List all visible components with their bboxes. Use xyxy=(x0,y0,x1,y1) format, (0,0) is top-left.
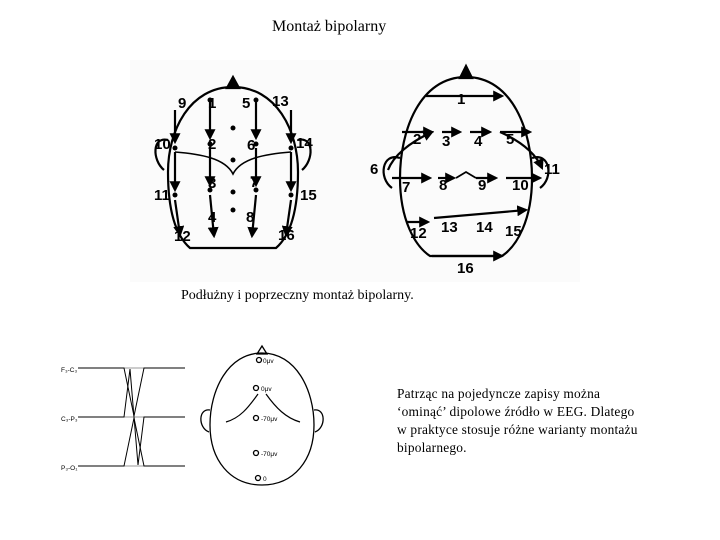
long-label-9: 9 xyxy=(178,95,187,112)
long-label-5: 5 xyxy=(242,95,251,112)
potential-label-1: 0μv xyxy=(263,358,274,365)
explanation-text xyxy=(397,385,687,457)
long-label-8: 8 xyxy=(246,209,255,226)
long-label-13: 13 xyxy=(272,93,289,110)
long-label-14: 14 xyxy=(296,135,313,152)
potential-label-5: 0 xyxy=(263,476,267,483)
trans-label-9: 9 xyxy=(478,177,487,194)
trans-label-8: 8 xyxy=(439,177,448,194)
explanation-line-3: w praktyce stosuje różne warianty montażu xyxy=(397,422,638,437)
long-label-2: 2 xyxy=(208,136,217,153)
trans-label-13: 13 xyxy=(441,219,458,236)
trans-label-15: 15 xyxy=(505,223,522,240)
long-label-15: 15 xyxy=(300,187,317,204)
trans-label-4: 4 xyxy=(474,133,483,150)
trans-label-16: 16 xyxy=(457,260,474,277)
trace-label-1: F₃-C₃ xyxy=(61,367,78,374)
right-ear-3 xyxy=(314,410,323,432)
trans-label-12: 12 xyxy=(410,225,427,242)
long-label-7: 7 xyxy=(250,174,259,191)
explanation-line-4: bipolarnego. xyxy=(397,440,467,455)
left-ear-3 xyxy=(201,410,210,432)
explanation-line-1: Patrząc na pojedyncze zapisy można xyxy=(397,386,601,401)
long-label-1: 1 xyxy=(208,95,217,112)
trans-label-3: 3 xyxy=(442,133,451,150)
slide-title: Montaż bipolarny xyxy=(272,18,387,35)
potential-label-4: -70μv xyxy=(261,451,278,458)
long-label-12: 12 xyxy=(174,228,191,245)
trace-labels xyxy=(61,367,78,472)
potential-label-2: 0μv xyxy=(261,386,272,393)
potential-labels xyxy=(261,358,278,483)
trans-label-11: 11 xyxy=(544,161,560,178)
trans-label-2: 2 xyxy=(413,131,422,148)
dipole-figure xyxy=(50,330,360,490)
trans-label-1: 1 xyxy=(457,91,466,108)
eeg-traces xyxy=(78,368,185,466)
explanation-line-2: ‘ominąć’ dipolowe źródło w EEG. Dlatego xyxy=(397,404,635,419)
trace-label-2: C₃-P₃ xyxy=(61,416,78,423)
long-label-16: 16 xyxy=(278,227,295,244)
trans-label-10: 10 xyxy=(512,177,529,194)
long-label-10: 10 xyxy=(154,136,171,153)
trace-label-3: P₃-O₁ xyxy=(61,465,78,472)
potential-label-3: -70μv xyxy=(261,416,278,423)
trans-label-7: 7 xyxy=(402,179,411,196)
long-label-11: 11 xyxy=(154,187,170,204)
figure-caption: Podłużny i poprzeczny montaż bipolarny. xyxy=(181,288,414,303)
long-label-4: 4 xyxy=(208,209,217,226)
long-label-6: 6 xyxy=(247,137,256,154)
trans-label-5: 5 xyxy=(506,131,515,148)
long-label-3: 3 xyxy=(208,175,217,192)
trans-label-14: 14 xyxy=(476,219,493,236)
trans-label-6: 6 xyxy=(370,161,379,178)
trace-3 xyxy=(78,418,185,466)
montage-diagrams xyxy=(130,60,580,282)
